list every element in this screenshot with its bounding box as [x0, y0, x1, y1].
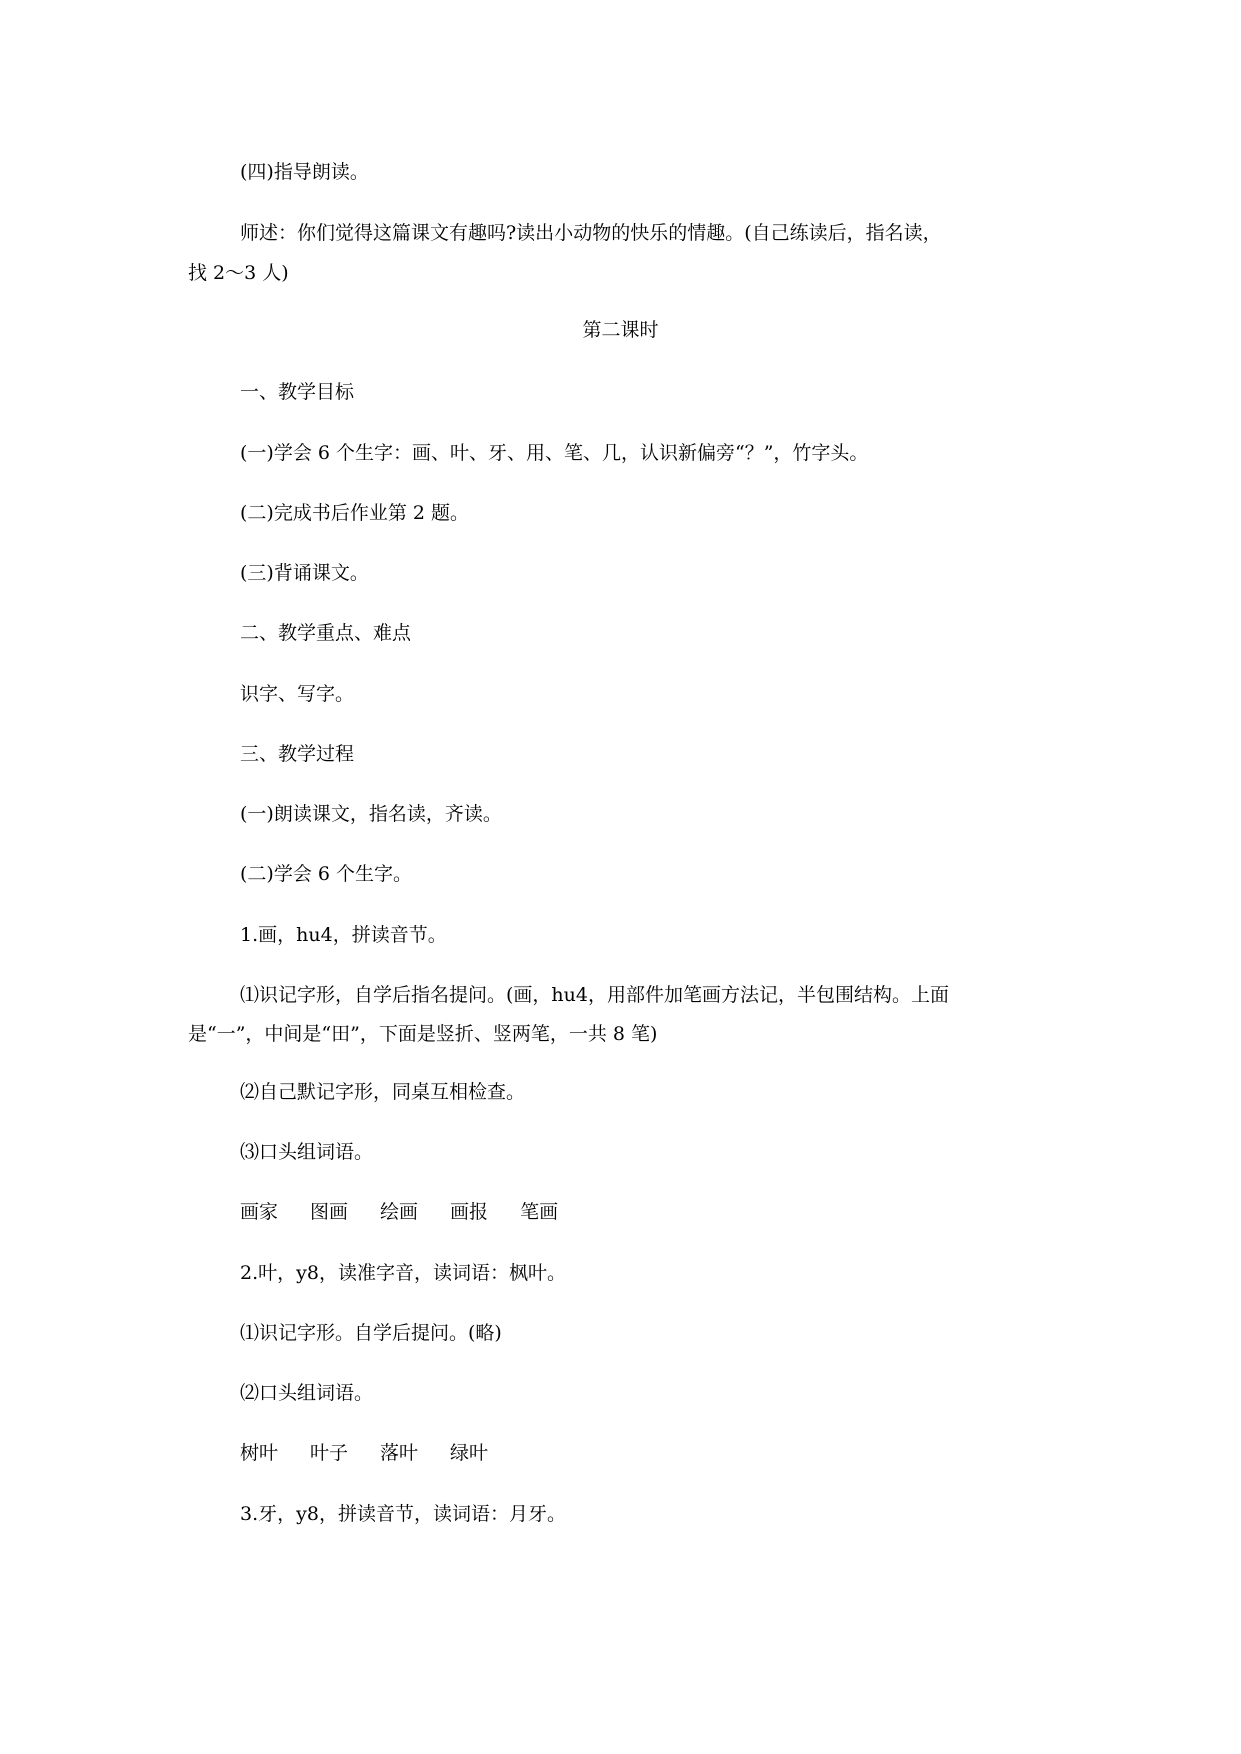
word: 画报 [450, 1201, 489, 1223]
word: 笔画 [520, 1201, 559, 1223]
paragraph: 3.牙，y8，拼读音节，读词语：月牙。 [240, 1503, 566, 1525]
word: 树叶 [240, 1442, 279, 1464]
paragraph: (四)指导朗读。 [240, 161, 369, 183]
word: 绿叶 [450, 1442, 489, 1464]
word-list [240, 1200, 590, 1224]
paragraph: 1.画，hu4，拼读音节。 [240, 924, 447, 946]
word: 绘画 [380, 1201, 419, 1223]
paragraph-continuation: 找 2～3 人) [188, 262, 289, 284]
word: 叶子 [310, 1442, 349, 1464]
paragraph: (一)朗读课文，指名读，齐读。 [240, 803, 502, 825]
word: 画家 [240, 1201, 279, 1223]
word: 图画 [310, 1201, 349, 1223]
paragraph: 识字、写字。 [240, 683, 355, 705]
paragraph: 2.叶，y8，读准字音，读词语：枫叶。 [240, 1262, 566, 1284]
word: 落叶 [380, 1442, 419, 1464]
paragraph: (二)完成书后作业第 2 题。 [240, 502, 469, 524]
paragraph: 师述：你们觉得这篇课文有趣吗?读出小动物的快乐的情趣。(自己练读后，指名读， [240, 222, 942, 244]
section-heading: 第二课时 [582, 319, 659, 341]
paragraph: ⑵口头组词语。 [240, 1382, 374, 1404]
paragraph: ⑵自己默记字形，同桌互相检查。 [240, 1081, 526, 1103]
heading: 一、教学目标 [240, 381, 355, 403]
paragraph: (三)背诵课文。 [240, 562, 369, 584]
paragraph: (二)学会 6 个生字。 [240, 863, 412, 885]
word-list [240, 1441, 520, 1465]
paragraph: ⑴识记字形。自学后提问。(略) [240, 1322, 502, 1344]
paragraph: ⑶口头组词语。 [240, 1141, 374, 1163]
paragraph-continuation: 是“一”，中间是“田”，下面是竖折、竖两笔，一共 8 笔) [188, 1023, 658, 1045]
heading: 三、教学过程 [240, 743, 355, 765]
paragraph: ⑴识记字形，自学后指名提问。(画，hu4，用部件加笔画方法记，半包围结构。上面 [240, 984, 949, 1006]
paragraph: (一)学会 6 个生字：画、叶、牙、用、笔、几，认识新偏旁“？”，竹字头。 [240, 442, 869, 464]
heading: 二、教学重点、难点 [240, 622, 412, 644]
